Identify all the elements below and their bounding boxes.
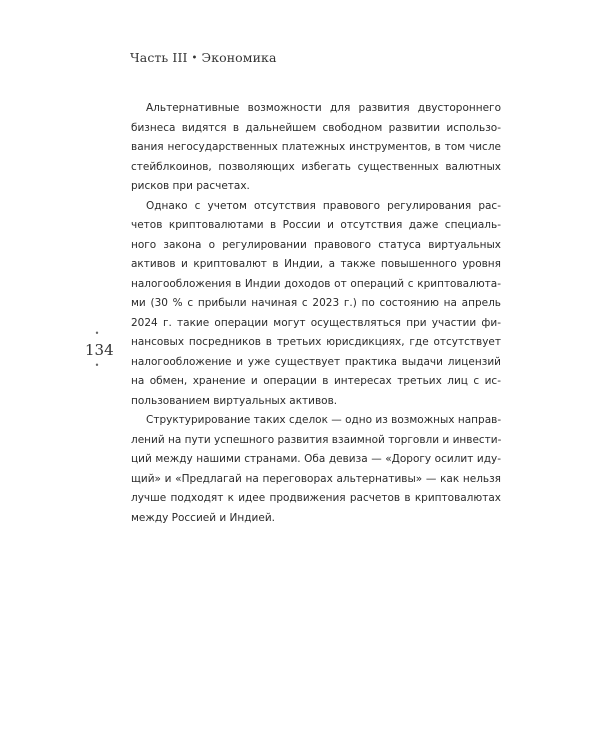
text-line: на обмен, хранение и операции в интересах третьих лиц с ис- — [131, 375, 501, 387]
text-line: рисков при расчетах. — [131, 180, 250, 192]
text-line: Однако с учетом отсутствия правового регулирования рас- — [146, 199, 501, 212]
text-line: вания негосударственных платежных инструментов, в том числе — [131, 141, 501, 153]
running-head-part: Часть III — [130, 50, 188, 65]
text-line: пользованием виртуальных активов. — [131, 394, 338, 407]
text-line: 2024 г. такие операции могут осуществляться при участии фи- — [131, 316, 501, 329]
page-number-block — [85, 329, 114, 370]
body-text — [131, 99, 501, 528]
paragraph-3 — [131, 411, 501, 528]
text-line: щий» и «Предлагай на переговорах альтернативы» — как нельзя — [131, 472, 501, 485]
text-line: четов криптовалютами в России и отсутствия даже специаль- — [131, 219, 501, 231]
text-line: ций между нашими странами. Оба девиза — «Дорогу осилит иду- — [131, 453, 501, 465]
text-line: налогообложения в Индии доходов от операций с криптовалюта- — [131, 277, 501, 290]
running-head — [130, 50, 277, 65]
text-line: Альтернативные возможности для развития двустороннего — [146, 102, 501, 114]
folio-dot-bottom: • — [94, 361, 100, 370]
text-line: лучше подходят к идее продвижения расчетов в криптовалютах — [131, 492, 501, 504]
running-head-section: Экономика — [201, 50, 277, 65]
text-line: нансовых посредников в третьих юрисдикциях, где отсутствует — [131, 336, 501, 348]
text-line: налогообложение и уже существует практика выдачи лицензий — [131, 355, 501, 368]
paragraph-1 — [131, 99, 501, 197]
text-line: между Россией и Индией. — [131, 511, 275, 524]
paragraph-2 — [131, 197, 501, 412]
running-head-separator: • — [191, 53, 198, 64]
text-line: лений на пути успешного развития взаимной торговли и инвести- — [131, 433, 502, 446]
folio-dot-top: • — [94, 329, 100, 338]
text-line: Структурирование таких сделок — одно из возможных направ- — [146, 414, 502, 426]
text-line: стейблкоинов, позволяющих избегать существенных валютных — [131, 160, 501, 173]
text-line: ного закона о регулировании правового статуса виртуальных — [131, 238, 501, 251]
text-line: бизнеса видятся в дальнейшем свободном развитии использо- — [131, 121, 501, 134]
page-number: 134 — [85, 341, 114, 359]
text-line: активов и криптовалют в Индии, а также повышенного уровня — [131, 258, 501, 270]
text-line: ми (30 % с прибыли начиная с 2023 г.) по состоянию на апрель — [131, 297, 501, 309]
